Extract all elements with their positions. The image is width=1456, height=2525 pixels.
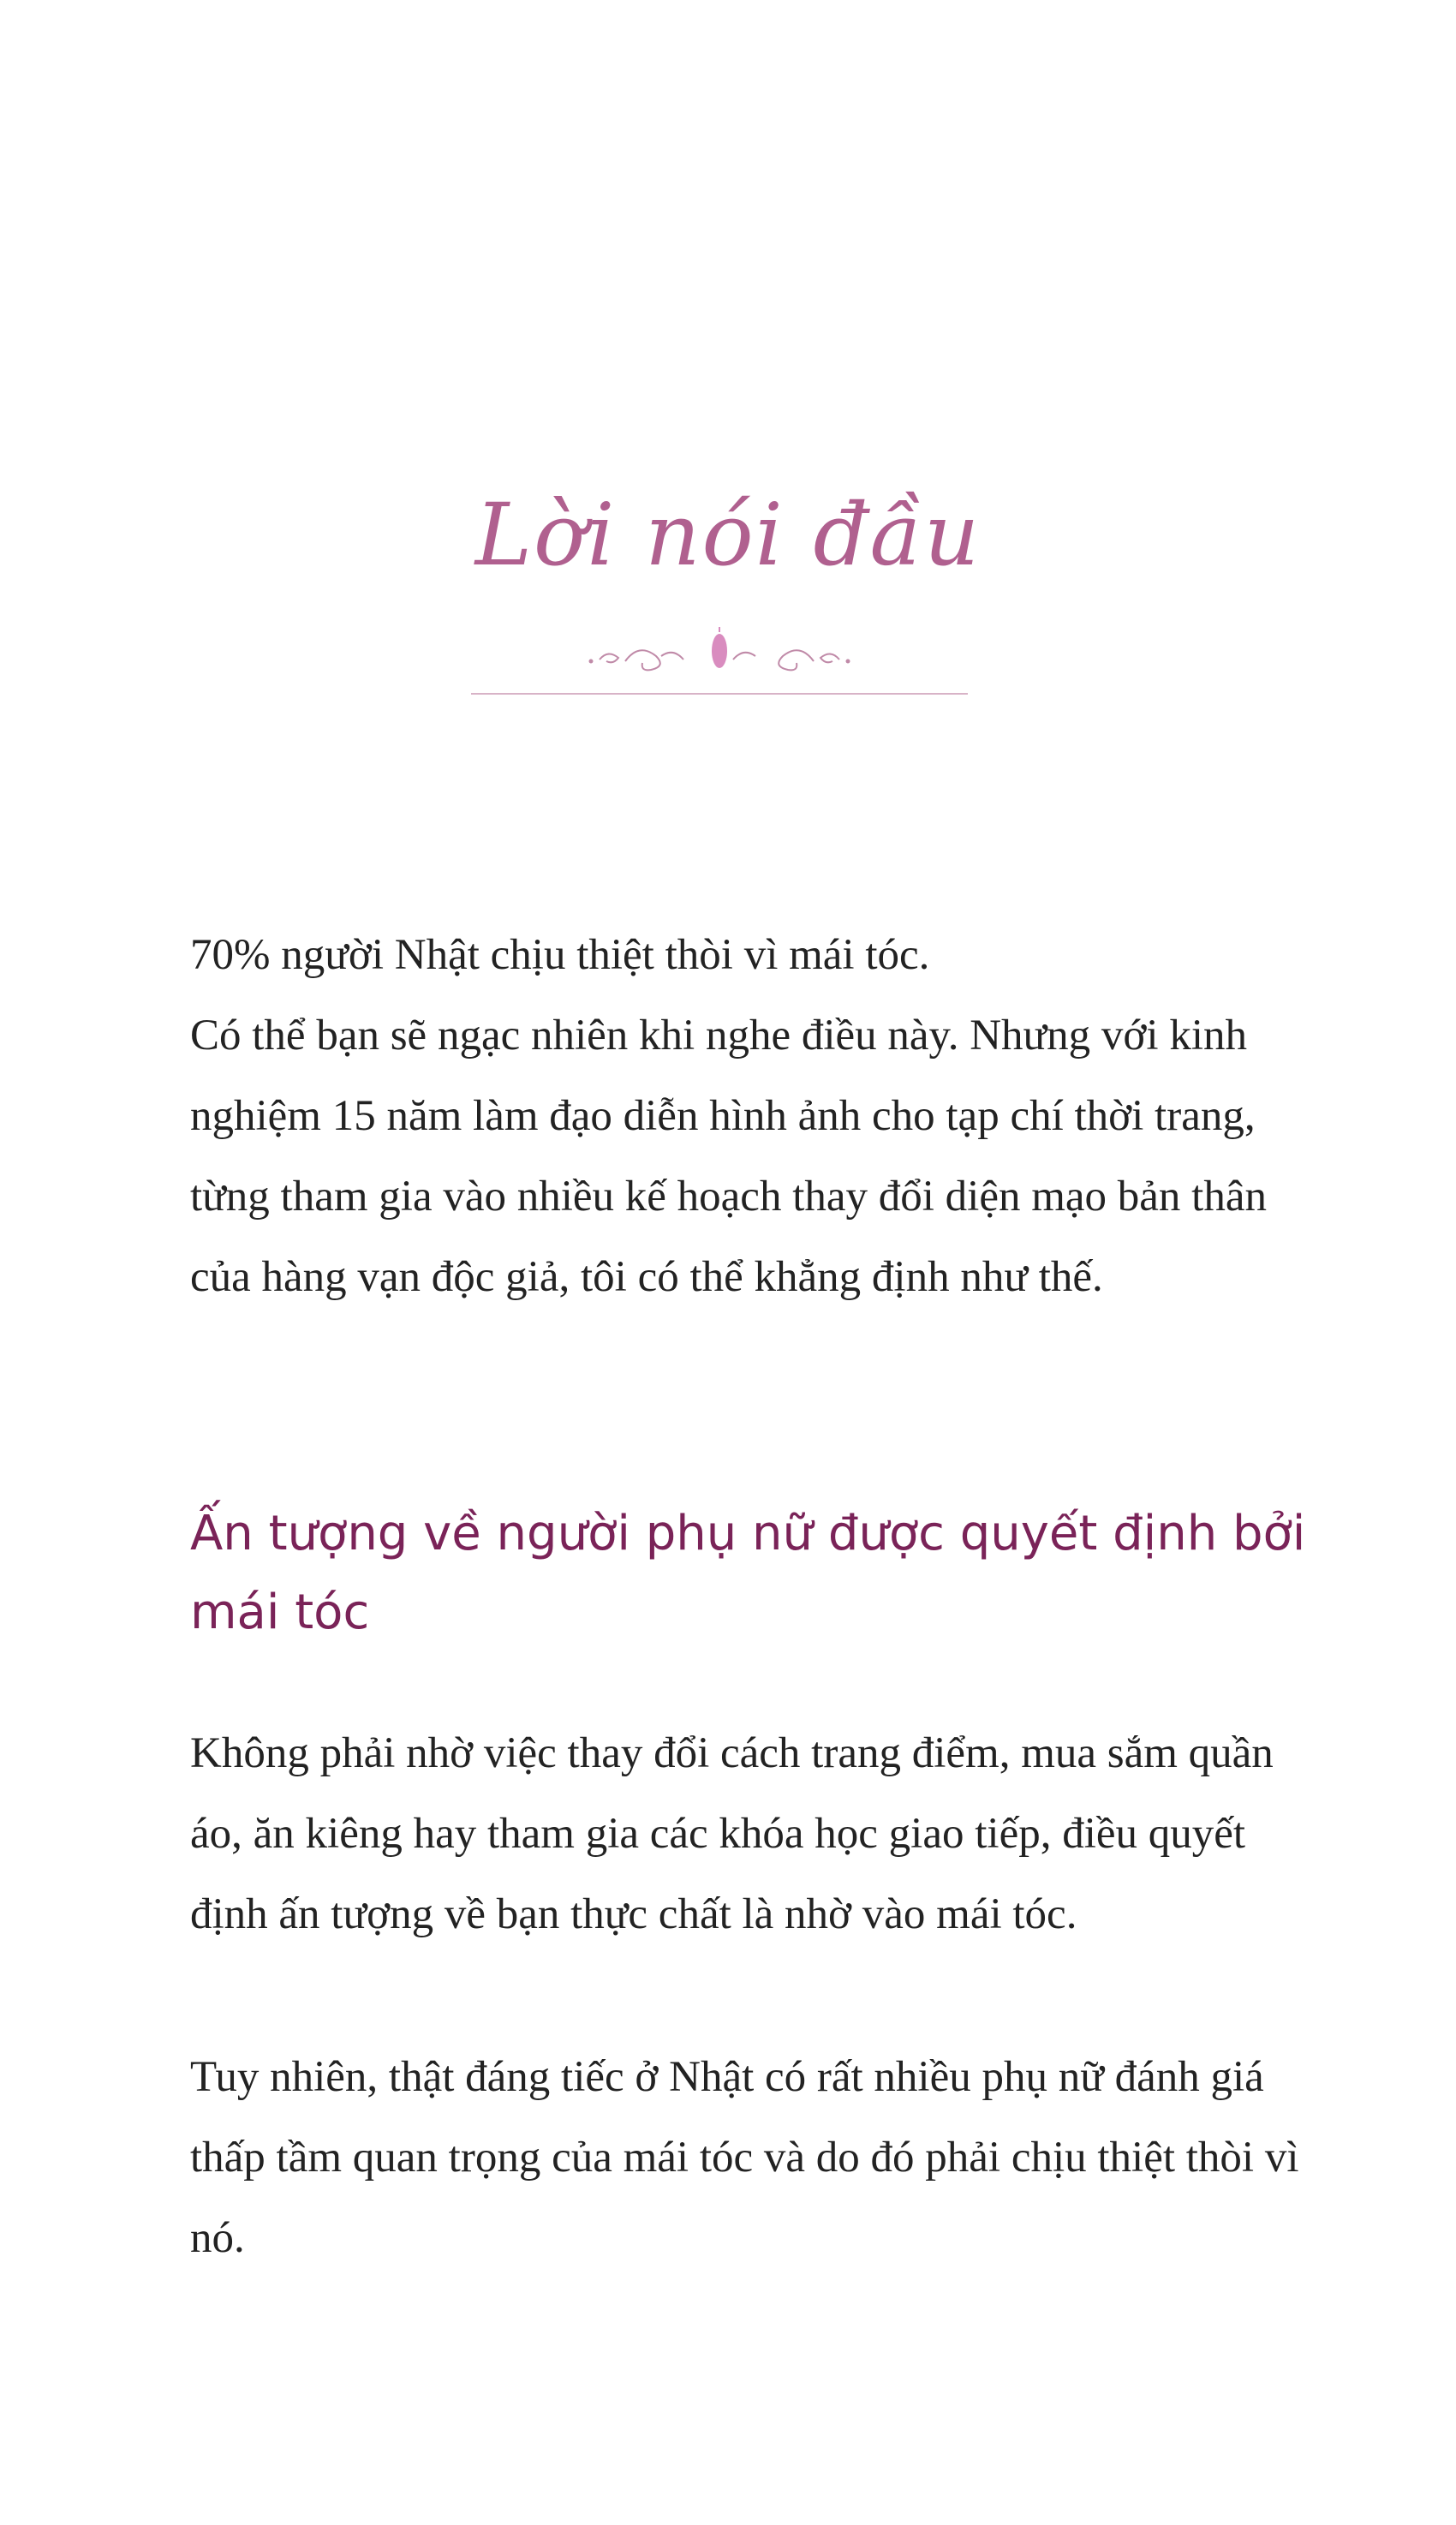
paragraph-underestimate: Tuy nhiên, thật đáng tiếc ở Nhật có rất nhiều phụ nữ đánh giá thấp tầm quan trọng của mái tóc và do đó phải chịu thiệt thòi vì nó. (190, 2053, 1299, 2262)
ornament-divider (462, 625, 976, 711)
section-heading: Ấn tượng về người phụ nữ được quyết định bởi mái tóc (190, 1506, 1306, 1640)
paragraph-intro: 70% người Nhật chịu thiệt thòi vì mái tóc. (190, 931, 930, 979)
paragraph-hair-impression: Không phải nhờ việc thay đổi cách trang điểm, mua sắm quần áo, ăn kiêng hay tham gia các khóa học giao tiếp, điều quyết định ấn tượng về bạn thực chất là nhờ vào mái tóc. (190, 1729, 1274, 1938)
page-title: Lời nói đầu (474, 485, 982, 585)
paragraph-experience: Có thể bạn sẽ ngạc nhiên khi nghe điều này. Nhưng với kinh nghiệm 15 năm làm đạo diễn hình ảnh cho tạp chí thời trang, từng tham gia vào nhiều kế hoạch thay đổi diện mạo bản thân của hàng vạn độc giả, tôi có thể khẳng định như thế. (190, 1012, 1267, 1301)
